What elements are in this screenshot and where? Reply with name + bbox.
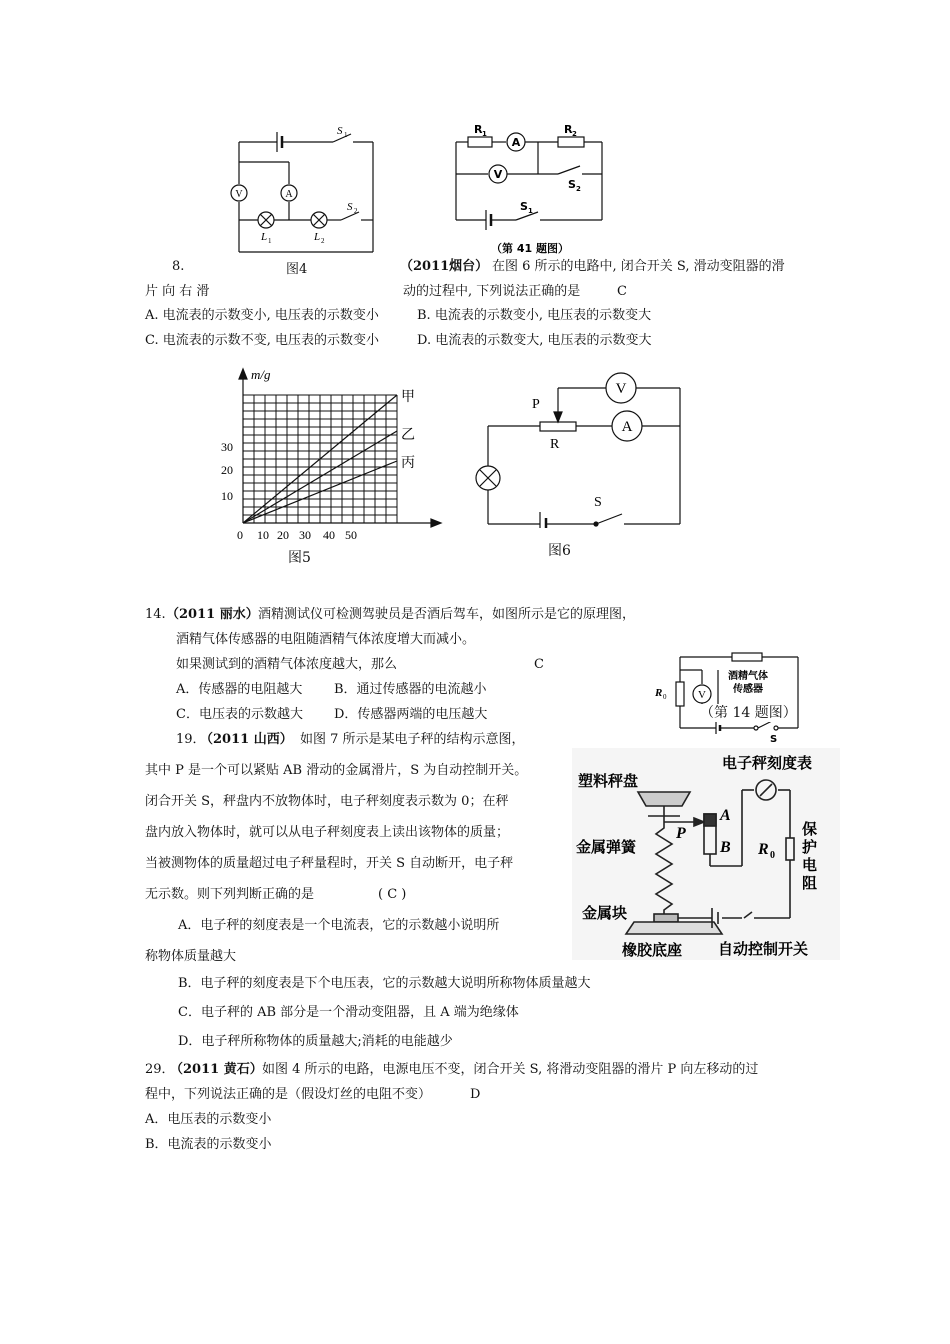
q19-stem-line3: 闭合开关 S，秤盘内不放物体时，电子秤刻度表示数为 0；在秤: [145, 794, 509, 809]
label-pan: 塑料秤盘: [578, 772, 639, 790]
q29-stem-line2: 程中，下列说法正确的是（假设灯丝的电阻不变）: [145, 1087, 432, 1102]
s1-label: S: [337, 125, 343, 137]
label-spring: 金属弹簧: [576, 838, 637, 856]
label-b: B: [720, 839, 731, 856]
voltmeter-label: V: [235, 189, 243, 200]
fig41-caption: （第 41 题图）: [491, 242, 569, 255]
q19-number: 19．: [176, 732, 206, 747]
r1-sub: 1: [482, 130, 487, 138]
q14-stem-line2: 酒精气体传感器的电阻随酒精气体浓度增大而减小。: [176, 632, 476, 647]
q14-option-b: B．通过传感器的电流越小: [334, 682, 487, 697]
label-r0-sub: 0: [770, 850, 775, 861]
q29-number: 29．: [145, 1062, 175, 1077]
switch-s-label: S: [770, 734, 778, 743]
sensor-label-2: 传感器: [733, 684, 763, 695]
figure-6-circuit: [470, 368, 690, 528]
ytick-10: 10: [221, 489, 233, 503]
q14-option-c: C．电压表的示数越大: [176, 707, 303, 722]
q8-option-d: D. 电流表的示数变大, 电压表的示数变大: [417, 333, 652, 348]
ylabel: m/g: [251, 367, 271, 382]
ytick-30: 30: [221, 440, 233, 454]
label-r0: R: [758, 841, 769, 858]
label-switch: 自动控制开关: [718, 940, 809, 958]
fig5-caption: 图5: [288, 550, 311, 566]
s1-label: S: [520, 200, 528, 213]
q19-source: （2011 山西）: [200, 732, 293, 747]
figure-5-graph: [215, 365, 455, 545]
q29-source: （2011 黄石）: [170, 1062, 263, 1077]
l2-label: L: [314, 231, 321, 243]
figure-7-electronic-scale: [572, 748, 840, 960]
r2-sub: 2: [572, 130, 577, 138]
series-jia-label: 甲: [401, 390, 415, 405]
q19-stem-line2: 其中 P 是一个可以紧贴 AB 滑动的金属滑片，S 为自动控制开关。: [145, 763, 528, 778]
s2-sub: 2: [576, 185, 581, 193]
r0-sub: 0: [663, 693, 667, 701]
r1-label: R: [474, 123, 483, 136]
slider-p-label: P: [532, 397, 540, 412]
label-p: P: [676, 825, 686, 842]
series-bing-label: 丙: [401, 456, 415, 471]
label-protect-2: 护: [802, 838, 818, 856]
q8-option-c: C. 电流表的示数不变, 电压表的示数变小: [145, 333, 380, 348]
q19-stem-line6: 无示数。则下列判断正确的是: [145, 887, 315, 902]
q8-option-b: B. 电流表的示数变小, 电压表的示数变大: [417, 308, 652, 323]
q29-option-b: B．电流表的示数变小: [145, 1137, 272, 1152]
label-meter: 电子秤刻度表: [722, 754, 813, 772]
label-base: 橡胶底座: [622, 941, 683, 959]
q29-answer: D: [470, 1087, 481, 1102]
figure-4-circuit: [225, 122, 385, 262]
s2-label: S: [347, 201, 353, 213]
q19-option-d: D．电子秤所称物体的质量越大;消耗的电能越少: [178, 1034, 453, 1049]
q14-source: （2011 丽水）: [166, 607, 259, 622]
s2-sub: 2: [354, 207, 358, 215]
q29-option-a: A．电压表的示数变小: [145, 1112, 272, 1127]
xtick-20: 20: [277, 528, 289, 542]
q14-option-d: D．传感器两端的电压越大: [334, 707, 488, 722]
rheostat-r-label: R: [550, 437, 560, 452]
r2-label: R: [564, 123, 573, 136]
q8-source: （2011烟台）: [400, 259, 489, 274]
q19-stem-line1: 如图 7 所示是某电子秤的结构示意图，: [300, 732, 525, 747]
q8-option-a: A. 电流表的示数变小, 电压表的示数变小: [145, 308, 379, 323]
q19-option-a-line2: 称物体质量越大: [145, 949, 237, 964]
xtick-10: 10: [257, 528, 269, 542]
ytick-20: 20: [221, 463, 233, 477]
sensor-label-1: 酒精气体: [728, 671, 768, 682]
label-protect-4: 阻: [802, 874, 818, 892]
q8-stem-left: 片 向 右 滑: [145, 284, 210, 299]
ammeter-label: A: [621, 419, 633, 435]
fig14-caption: （第 14 题图）: [700, 705, 797, 721]
s2-label: S: [568, 178, 576, 191]
q8-number: 8.: [172, 259, 185, 274]
q8-answer: C: [617, 284, 627, 299]
r0-label: R: [655, 687, 663, 699]
voltmeter-label: V: [698, 689, 706, 701]
figure-41-circuit: [450, 118, 610, 258]
xtick-50: 50: [345, 528, 357, 542]
label-a: A: [720, 807, 731, 824]
q14-option-a: A．传感器的电阻越大: [176, 682, 303, 697]
q14-stem-line3: 如果测试到的酒精气体浓度越大，那么: [176, 657, 398, 672]
q19-stem-line4: 盘内放入物体时，就可以从电子秤刻度表上读出该物体的质量；: [145, 825, 510, 840]
q14-stem-line1: 酒精测试仪可检测驾驶员是否酒后驾车，如图所示是它的原理图，: [258, 607, 636, 622]
q19-option-c: C．电子秤的 AB 部分是一个滑动变阻器，且 A 端为绝缘体: [178, 1005, 519, 1020]
voltmeter-label: V: [493, 168, 503, 181]
q8-stem-line1: 在图 6 所示的电路中, 闭合开关 S, 滑动变阻器的滑: [492, 259, 785, 274]
l2-sub: 2: [321, 237, 325, 245]
fig6-caption: 图6: [548, 543, 571, 559]
label-protect-1: 保: [802, 820, 818, 838]
ammeter-label: A: [285, 189, 293, 200]
label-protect-3: 电: [802, 856, 818, 874]
figure-14-circuit: [652, 648, 802, 743]
xtick-40: 40: [323, 528, 335, 542]
s1-sub: 1: [528, 207, 533, 215]
q19-answer: ( C ): [378, 887, 407, 902]
q29-stem-line1: 如图 4 所示的电路，电源电压不变，闭合开关 S, 将滑动变阻器的滑片 P 向左移动的过: [262, 1062, 759, 1077]
q8-stem-line2: 动的过程中, 下列说法正确的是: [403, 284, 581, 299]
ammeter-label: A: [511, 136, 521, 149]
q14-number: 14.: [145, 607, 166, 622]
s1-sub: 1: [344, 131, 348, 139]
voltmeter-label: V: [615, 381, 627, 397]
q14-answer: C: [534, 657, 544, 672]
xtick-30: 30: [299, 528, 311, 542]
q19-stem-line5: 当被测物体的质量超过电子秤量程时，开关 S 自动断开，电子秤: [145, 856, 514, 871]
switch-s-label: S: [594, 495, 602, 510]
fig4-caption: 图4: [286, 262, 308, 277]
series-yi-label: 乙: [401, 428, 415, 443]
q19-option-a-line1: A．电子秤的刻度表是一个电流表，它的示数越小说明所: [178, 918, 500, 933]
xtick-0: 0: [237, 528, 243, 542]
q19-option-b: B．电子秤的刻度表是下个电压表，它的示数越大说明所称物体质量越大: [178, 976, 591, 991]
label-block: 金属块: [582, 904, 628, 922]
l1-sub: 1: [268, 237, 272, 245]
l1-label: L: [261, 231, 268, 243]
